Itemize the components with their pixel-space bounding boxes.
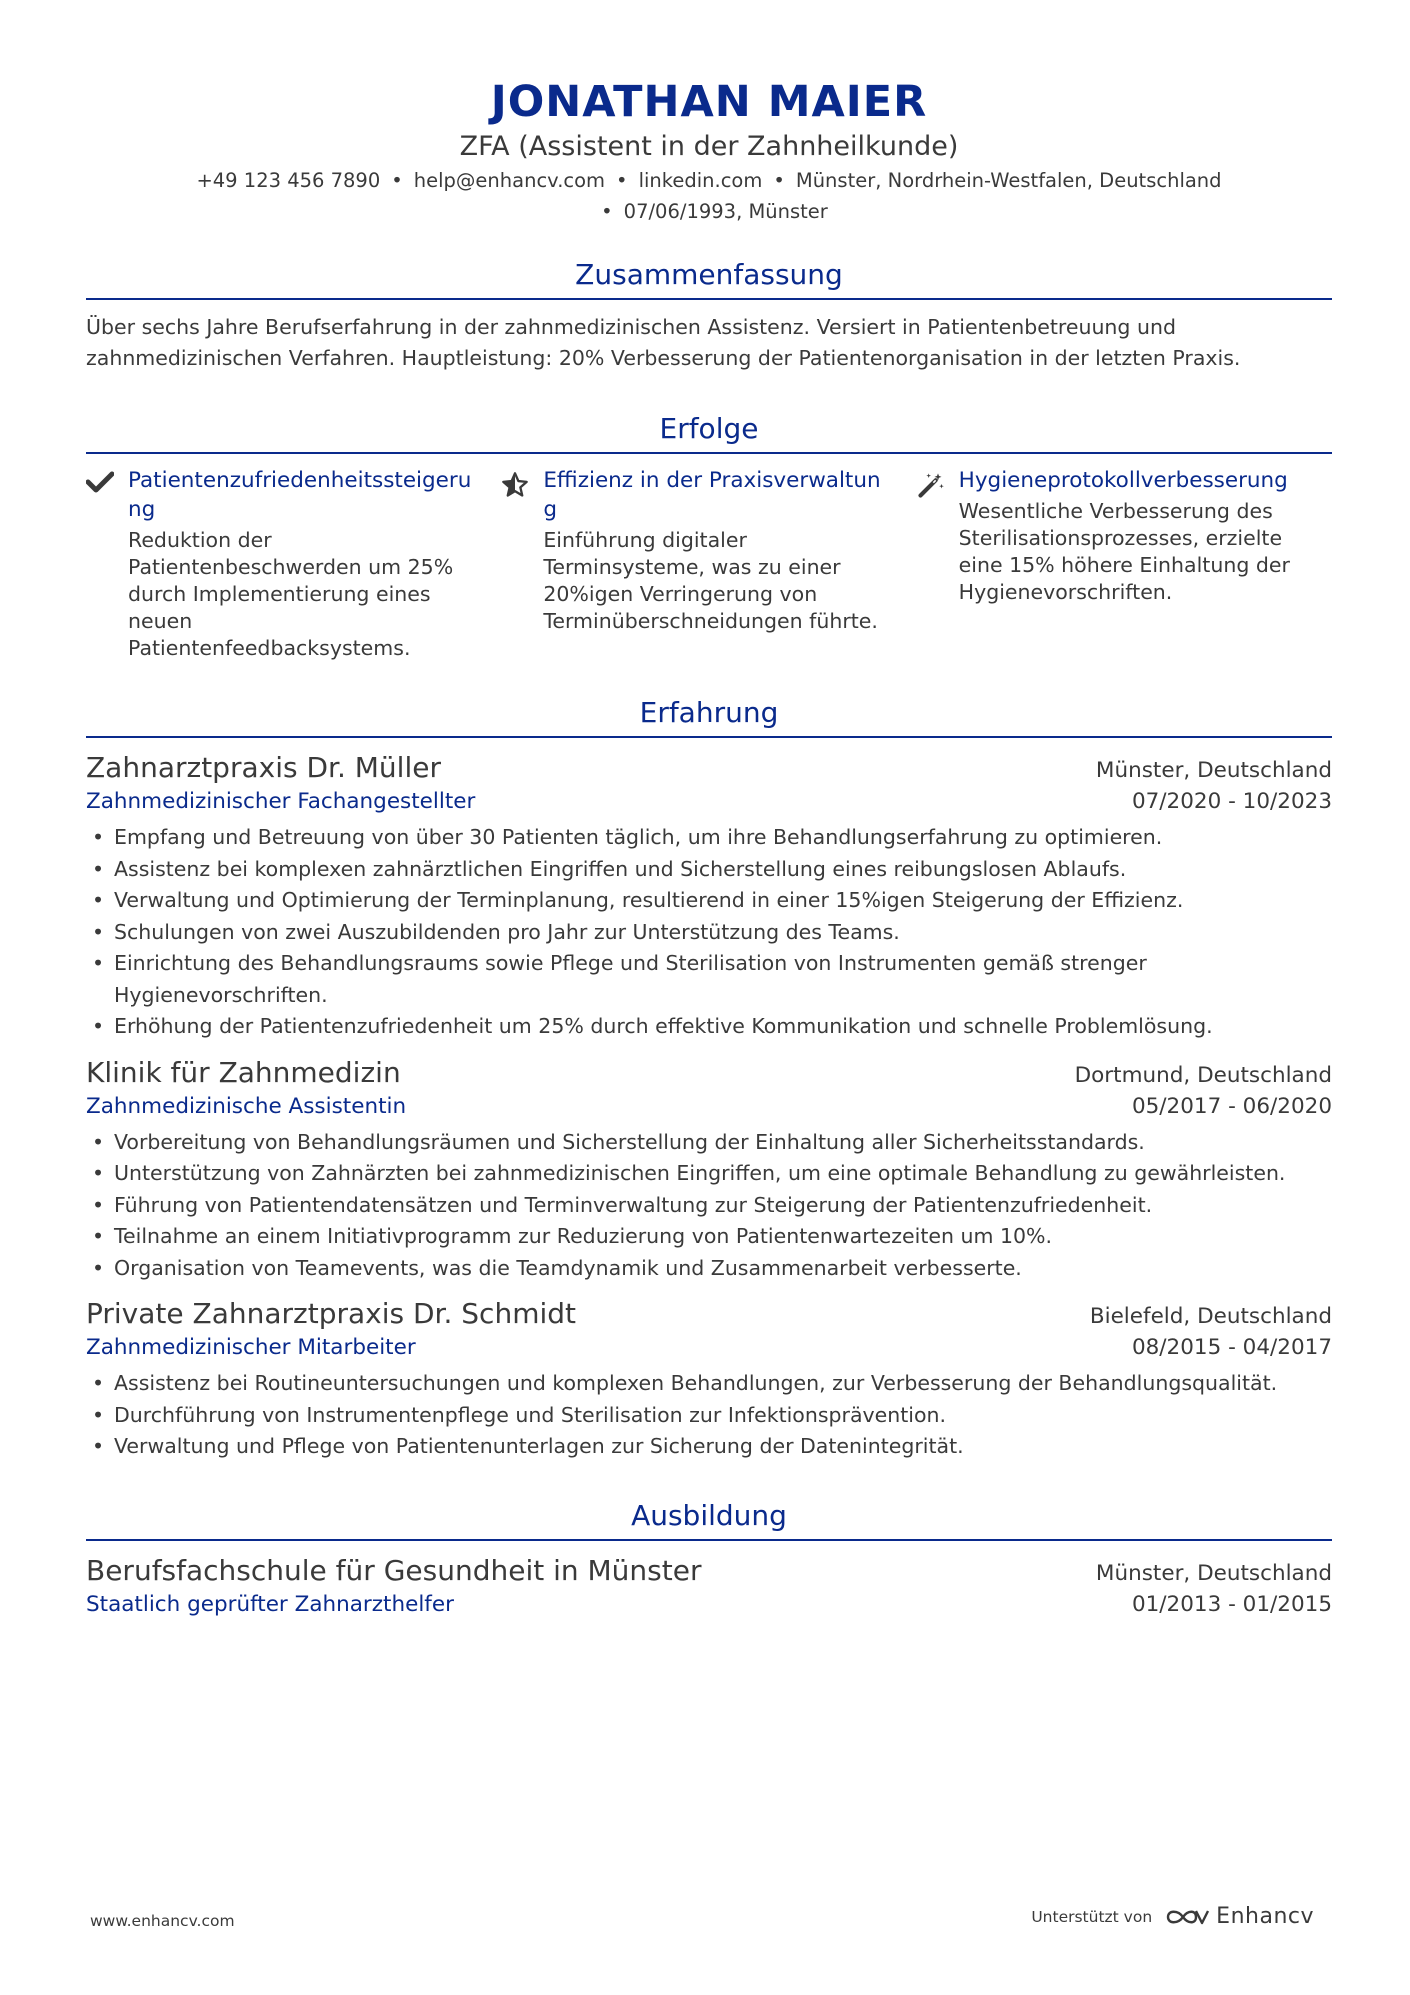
- bullet-item: • Schulungen von zwei Auszubildenden pro Jahr zur Unterstützung des Teams.: [86, 917, 1332, 949]
- summary-heading: Zusammenfassung: [575, 258, 843, 291]
- achievement-title: Patientenzufriedenheitssteigerung: [128, 468, 472, 522]
- job-location: Dortmund, Deutschland: [1074, 1062, 1332, 1088]
- company-name: Private Zahnarztpraxis Dr. Schmidt: [86, 1297, 576, 1330]
- degree-name: Staatlich geprüfter Zahnarzthelfer: [86, 1591, 454, 1617]
- phone-text: +49 123 456 7890: [196, 169, 381, 192]
- summary-text: Über sechs Jahre Berufserfahrung in der zahnmedizinischen Assistenz. Versiert in Patientenbetreuung und zahnmedizinischen Verfahren. Hauptleistung: 20% Verbesserung der Patientenorganisation in der letzten Praxis.: [86, 315, 1241, 370]
- experience-heading: Erfahrung: [639, 696, 779, 729]
- candidate-title: ZFA (Assistent in der Zahnheilkunde): [459, 131, 959, 162]
- section-divider: [86, 452, 1332, 454]
- contact-line-2: [86, 197, 1332, 226]
- achievements-heading: Erfolge: [659, 412, 759, 445]
- bullet-item: • Verwaltung und Optimierung der Terminplanung, resultierend in einer 15%igen Steigerung der Effizienz.: [86, 885, 1332, 917]
- star-icon: [501, 466, 543, 662]
- achievement-title: Effizienz in der Praxisverwaltung: [543, 468, 881, 522]
- contact-line: [86, 166, 1332, 195]
- education-section: [86, 1499, 1332, 1621]
- job-entry: [86, 1296, 1332, 1463]
- footer-website[interactable]: www.enhancv.com: [90, 1912, 235, 1930]
- achievement-item: [501, 466, 916, 662]
- bullet-item: • Teilnahme an einem Initiativprogramm zur Reduzierung von Patientenwartezeiten um 10%.: [86, 1221, 1332, 1253]
- company-name: Klinik für Zahnmedizin: [86, 1055, 401, 1089]
- bullet-item: • Assistenz bei komplexen zahnärztlichen Eingriffen und Sicherstellung eines reibungslosen Ablaufs.: [86, 854, 1332, 886]
- bullet-item: • Einrichtung des Behandlungsraums sowie Pflege und Sterilisation von Instrumenten gemäß strenger Hygienevorschriften.: [86, 948, 1332, 1011]
- job-location: Münster, Deutschland: [1095, 758, 1332, 783]
- magic-wand-icon: [917, 466, 959, 662]
- separator-dot: •: [616, 169, 628, 192]
- job-entry: [86, 1055, 1332, 1285]
- education-entry: [86, 1553, 1332, 1621]
- job-role: Zahnmedizinischer Fachangestellter: [86, 789, 476, 814]
- education-heading: Ausbildung: [631, 1498, 787, 1532]
- job-bullets: [86, 1368, 1332, 1463]
- section-divider: [86, 1539, 1332, 1541]
- job-dates: 08/2015 - 04/2017: [1131, 1335, 1332, 1360]
- bullet-item: • Durchführung von Instrumentenpflege und Sterilisation zur Infektionsprävention.: [86, 1400, 1332, 1432]
- job-role: Zahnmedizinischer Mitarbeiter: [86, 1335, 416, 1360]
- summary-section: [86, 258, 1332, 374]
- job-location: Bielefeld, Deutschland: [1089, 1304, 1332, 1329]
- footer-branding: [1031, 1904, 1314, 1929]
- check-icon: [86, 466, 128, 662]
- achievement-item: [86, 466, 501, 662]
- birth-text: 07/06/1993, Münster: [623, 200, 828, 223]
- bullet-item: • Empfang und Betreuung von über 30 Patienten täglich, um ihre Behandlungserfahrung zu optimieren.: [86, 822, 1332, 854]
- bullet-item: • Organisation von Teamevents, was die Teamdynamik und Zusammenarbeit verbesserte.: [86, 1253, 1332, 1285]
- job-bullets: [86, 822, 1332, 1043]
- resume-page: [86, 0, 1332, 1621]
- powered-by-text: Unterstützt von: [1031, 1907, 1153, 1926]
- bullet-item: • Führung von Patientendatensätzen und Terminverwaltung zur Steigerung der Patientenzufriedenheit.: [86, 1190, 1332, 1222]
- company-name: Zahnarztpraxis Dr. Müller: [86, 751, 441, 784]
- job-role: Zahnmedizinische Assistentin: [86, 1093, 407, 1119]
- email-text: help@enhancv.com: [413, 169, 606, 192]
- achievements-section: [86, 412, 1332, 662]
- achievements-list: [86, 466, 1332, 662]
- enhancv-logo-icon: [1164, 1905, 1210, 1929]
- experience-section: [86, 696, 1332, 1463]
- linkedin-text: linkedin.com: [638, 169, 763, 192]
- candidate-name: JONATHAN MAIER: [490, 77, 928, 127]
- bullet-item: • Erhöhung der Patientenzufriedenheit um 25% durch effektive Kommunikation und schnelle Problemlösung.: [86, 1011, 1332, 1043]
- achievement-description: Wesentliche Verbesserung des Sterilisationsprozesses, erzielte eine 15% höhere Einhaltung der Hygienevorschriften.: [958, 499, 1290, 604]
- achievement-item: [917, 466, 1332, 662]
- location-text: Münster, Nordrhein-Westfalen, Deutschland: [795, 169, 1222, 192]
- school-name: Berufsfachschule für Gesundheit in Münster: [86, 1553, 702, 1587]
- separator-dot: •: [773, 169, 785, 192]
- achievement-title: Hygieneprotokollverbesserung: [958, 468, 1288, 493]
- job-dates: 07/2020 - 10/2023: [1131, 789, 1332, 814]
- bullet-item: • Assistenz bei Routineuntersuchungen und komplexen Behandlungen, zur Verbesserung der Behandlungsqualität.: [86, 1368, 1332, 1400]
- education-dates: 01/2013 - 01/2015: [1131, 1591, 1332, 1617]
- bullet-item: • Vorbereitung von Behandlungsräumen und Sicherstellung der Einhaltung aller Sicherheitsstandards.: [86, 1127, 1332, 1159]
- job-bullets: [86, 1127, 1332, 1285]
- section-divider: [86, 298, 1332, 300]
- bullet-item: • Verwaltung und Pflege von Patientenunterlagen zur Sicherung der Datenintegrität.: [86, 1431, 1332, 1463]
- separator-dot: •: [391, 169, 403, 192]
- achievement-description: Einführung digitaler Terminsysteme, was zu einer 20%igen Verringerung von Terminüberschneidungen führte.: [543, 528, 878, 633]
- achievement-description: Reduktion der Patientenbeschwerden um 25% durch Implementierung eines neuen Patientenfeedbacksystems.: [128, 528, 454, 660]
- school-location: Münster, Deutschland: [1095, 1560, 1332, 1586]
- job-dates: 05/2017 - 06/2020: [1131, 1093, 1332, 1119]
- separator-dot: •: [601, 200, 613, 223]
- resume-header: [86, 78, 1332, 226]
- section-divider: [86, 736, 1332, 738]
- brand-name: Enhancv: [1216, 1904, 1314, 1929]
- job-entry: [86, 750, 1332, 1043]
- bullet-item: • Unterstützung von Zahnärzten bei zahnmedizinischen Eingriffen, um eine optimale Behandlung zu gewährleisten.: [86, 1158, 1332, 1190]
